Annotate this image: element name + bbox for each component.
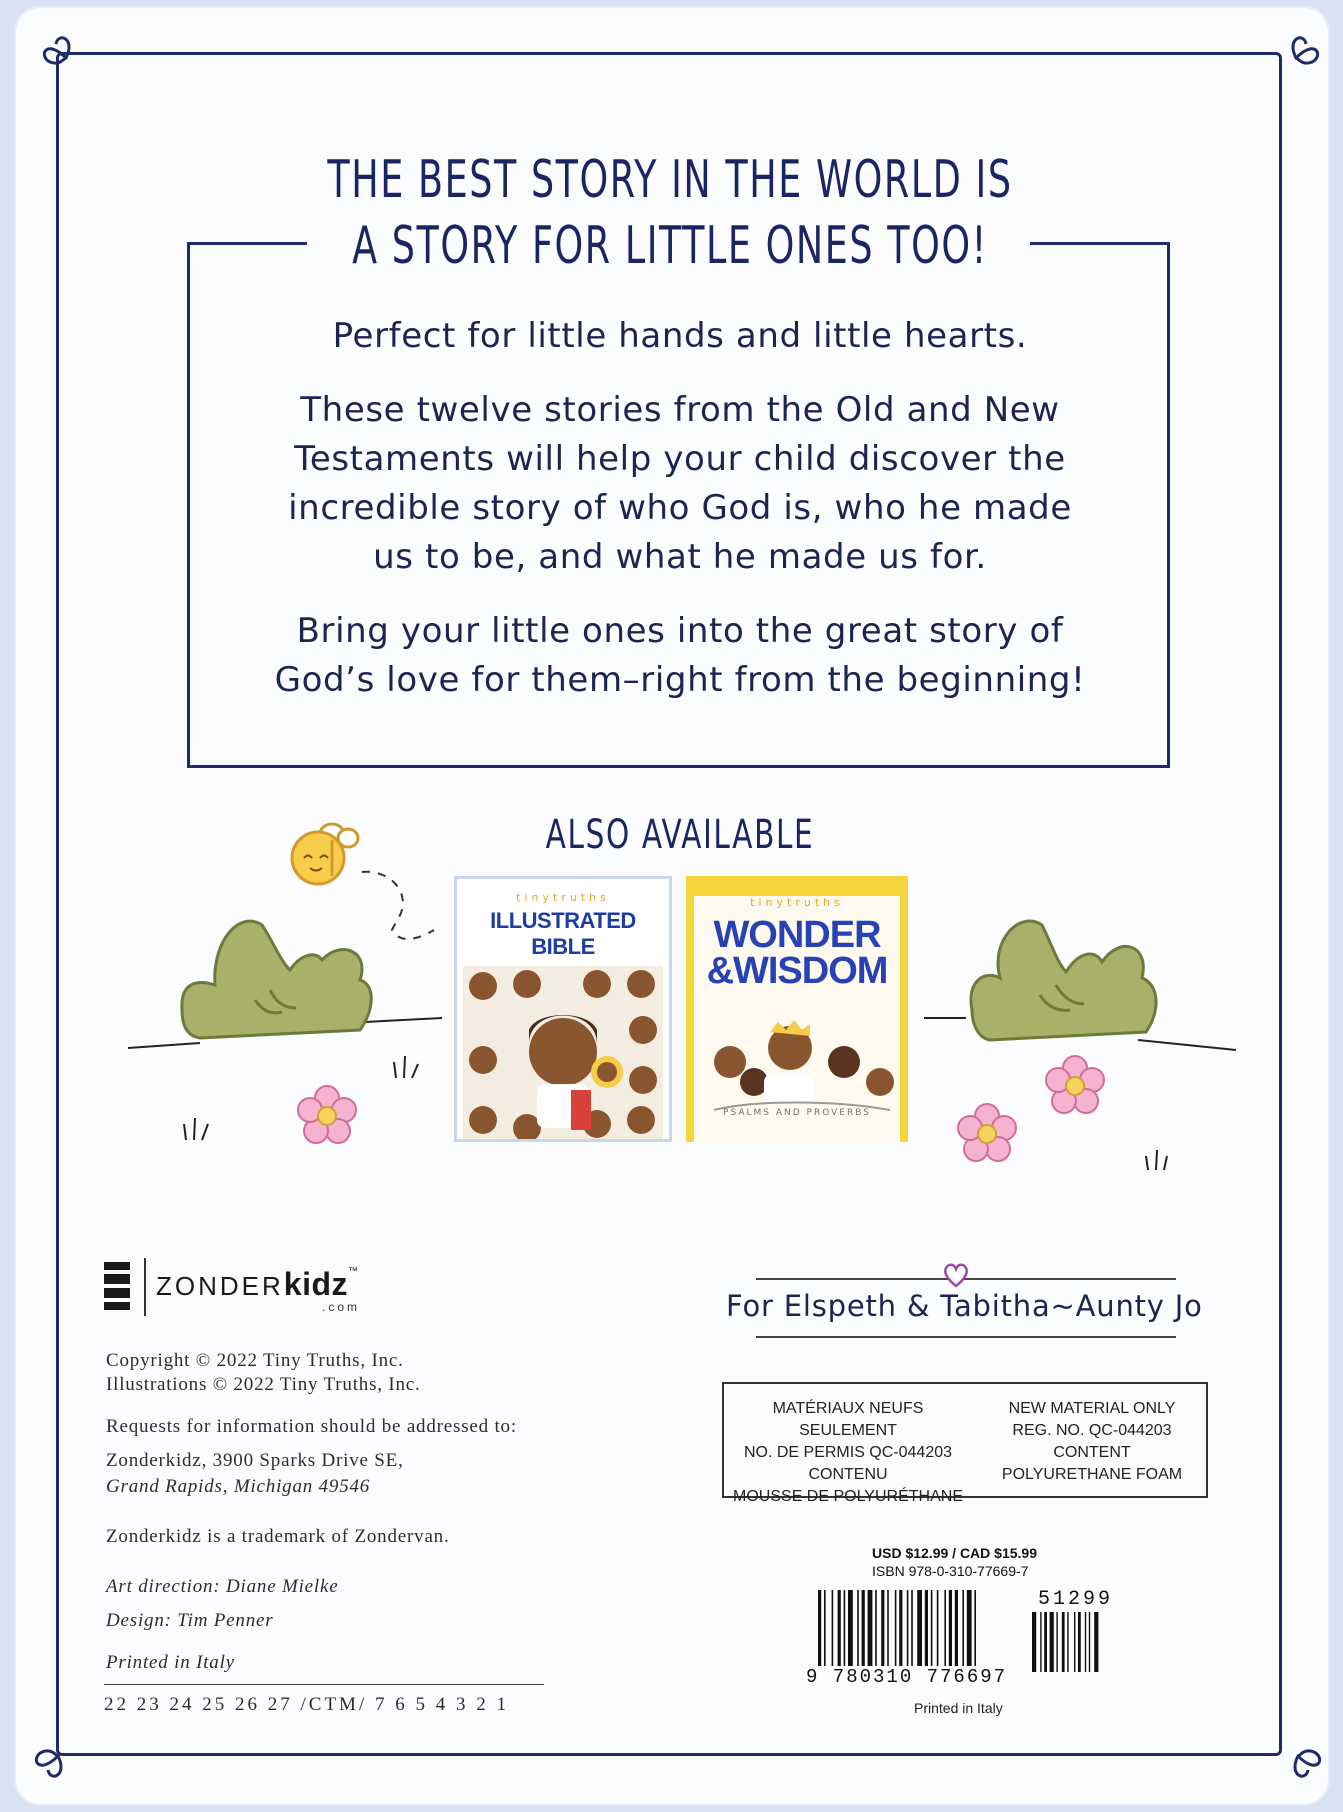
- barcode-bar: [1089, 1612, 1090, 1672]
- book-brand: tinytruths: [516, 891, 610, 904]
- barcode-bar: [899, 1590, 902, 1674]
- barcode-bar: [974, 1590, 976, 1674]
- barcode-bar: [925, 1590, 928, 1666]
- barcode-bar: [1067, 1612, 1068, 1672]
- notice-fr-line: MOUSSE DE POLYURÉTHANE: [733, 1488, 963, 1505]
- blurb-paragraph-2-line-3: incredible story of who God is, who he made: [288, 488, 1072, 528]
- logo-wordmark: [156, 1266, 361, 1303]
- corner-flourish-icon: [1266, 28, 1326, 88]
- barcode-bar: [1062, 1612, 1065, 1672]
- copyright-line: Copyright © 2022 Tiny Truths, Inc.: [106, 1350, 404, 1371]
- art-direction-credit: Art direction: Diane Mielke: [106, 1576, 339, 1597]
- barcode-bar: [868, 1590, 873, 1666]
- barcode-bar: [818, 1590, 821, 1674]
- dedication-bottom-rule: [756, 1336, 1176, 1338]
- illustrations-copyright-line: Illustrations © 2022 Tiny Truths, Inc.: [106, 1374, 421, 1395]
- address-line-2: Grand Rapids, Michigan 49546: [106, 1476, 371, 1497]
- barcode-bar: [832, 1590, 834, 1666]
- logo-trademark: ™: [348, 1266, 362, 1277]
- barcode-bar: [1056, 1612, 1057, 1672]
- notice-en-line: REG. NO. QC-044203: [1012, 1422, 1172, 1439]
- zonderkidz-logo: [104, 1256, 404, 1316]
- barcode-bar: [944, 1590, 946, 1666]
- notice-en-line: CONTENT: [1053, 1444, 1131, 1461]
- barcode-bar: [862, 1590, 865, 1666]
- printed-in-italy-small: Printed in Italy: [914, 1700, 1003, 1716]
- address-line-1: Zonderkidz, 3900 Sparks Drive SE,: [106, 1450, 404, 1471]
- barcode-price-code: 51299: [1038, 1588, 1114, 1611]
- barcode-bar: [911, 1590, 913, 1666]
- logo-domain: .com: [322, 1300, 361, 1314]
- heart-icon: [942, 1262, 970, 1288]
- barcode-bar: [824, 1590, 826, 1674]
- barcode-bar: [937, 1590, 939, 1666]
- barcode-bar: [962, 1590, 964, 1666]
- barcode-bar: [838, 1590, 841, 1666]
- notice-fr-line: NO. DE PERMIS QC-044203: [743, 1444, 953, 1461]
- corner-flourish-icon: [28, 1726, 88, 1786]
- book-subtitle: PSALMS AND PROVERBS: [723, 1108, 871, 1118]
- barcode-digits: 9 780310 776697: [806, 1666, 1008, 1688]
- notice-fr-line: CONTENU: [808, 1466, 888, 1483]
- barcode-bar: [1040, 1612, 1041, 1672]
- barcode-bar: [1074, 1612, 1075, 1672]
- book-cover-illustrated-bible: [454, 876, 672, 1142]
- notice-en-line: NEW MATERIAL ONLY: [1008, 1400, 1176, 1417]
- book-cover-wonder-wisdom: [686, 876, 908, 1142]
- price-block: [872, 1544, 1037, 1580]
- printed-in-line: Printed in Italy: [106, 1652, 235, 1673]
- logo-divider: [144, 1258, 146, 1316]
- barcode-bar: [949, 1590, 952, 1666]
- book-title-line-2: &WISDOM: [706, 950, 888, 992]
- barcode-bar: [955, 1590, 958, 1666]
- notice-english: [982, 1398, 1202, 1486]
- barcode-bar: [887, 1590, 889, 1666]
- barcode-bar: [895, 1590, 897, 1666]
- design-credit: Design: Tim Penner: [106, 1610, 274, 1631]
- also-available-heading: ALSO AVAILABLE: [545, 812, 815, 858]
- notice-en-line: POLYURETHANE FOAM: [1001, 1466, 1183, 1483]
- barcode-bar: [1094, 1612, 1098, 1672]
- blurb-paragraph-2-line-1: These twelve stories from the Old and New: [300, 390, 1060, 430]
- book-title-line-1: WONDER: [713, 914, 881, 956]
- blurb-paragraph-3-line-2: God’s love for them–right from the beginning!: [274, 660, 1086, 700]
- barcode-bar: [1085, 1612, 1086, 1672]
- book-brand: tinytruths: [750, 896, 844, 909]
- book-title: ILLUSTRATED BIBLE: [490, 908, 636, 959]
- barcode-bar: [844, 1590, 846, 1666]
- barcode-bar: [1050, 1612, 1054, 1672]
- print-line-rule: [104, 1684, 544, 1685]
- barcode-bar: [931, 1590, 933, 1666]
- blurb-paragraph-2-line-2: Testaments will help your child discover the: [294, 439, 1066, 479]
- logo-wordmark-bold: kidz: [283, 1266, 349, 1302]
- barcode-bar: [875, 1590, 877, 1666]
- barcode-bar: [857, 1590, 859, 1666]
- box-top-rule: [1030, 242, 1170, 245]
- notice-french: [732, 1398, 964, 1508]
- barcode-bar: [1044, 1612, 1047, 1672]
- requests-line: Requests for information should be addressed to:: [106, 1416, 517, 1437]
- notice-fr-line: MATÉRIAUX NEUFS SEULEMENT: [772, 1400, 924, 1439]
- corner-flourish-icon: [1268, 1726, 1328, 1786]
- headline-line-2: A STORY FOR LITTLE ONES TOO!: [352, 216, 988, 276]
- barcode-bar: [881, 1590, 884, 1666]
- dedication-text: For Elspeth & Tabitha~Aunty Jo: [726, 1289, 1203, 1323]
- trademark-line: Zonderkidz is a trademark of Zondervan.: [106, 1526, 450, 1547]
- blurb-paragraph-3-line-1: Bring your little ones into the great story of: [296, 611, 1064, 651]
- box-top-rule: [187, 242, 307, 245]
- material-content-notice: [722, 1382, 1208, 1505]
- corner-flourish-icon: [36, 28, 96, 88]
- headline-line-1: THE BEST STORY IN THE WORLD IS: [327, 150, 1013, 210]
- book-cover-art: [694, 1012, 900, 1122]
- barcode-bar: [1078, 1612, 1081, 1672]
- logo-wordmark-main: ZONDER: [156, 1271, 284, 1301]
- barcode-bar: [848, 1590, 853, 1666]
- barcode-bar: [967, 1590, 972, 1666]
- barcode-bar: [907, 1590, 909, 1666]
- blurb-paragraph-2-line-4: us to be, and what he made us for.: [373, 537, 987, 577]
- zondervan-mark-icon: [104, 1262, 130, 1310]
- printing-number-line: 22 23 24 25 26 27 /CTM/ 7 6 5 4 3 2 1: [104, 1694, 509, 1715]
- price-text: USD $12.99 / CAD $15.99: [872, 1545, 1037, 1561]
- book-cover-art: [457, 960, 669, 1142]
- isbn-text: ISBN 978-0-310-77669-7: [872, 1563, 1029, 1579]
- barcode-bar: [1032, 1612, 1036, 1672]
- barcode-bar: [917, 1590, 922, 1666]
- blurb-paragraph-1: Perfect for little hands and little hearts.: [332, 316, 1028, 356]
